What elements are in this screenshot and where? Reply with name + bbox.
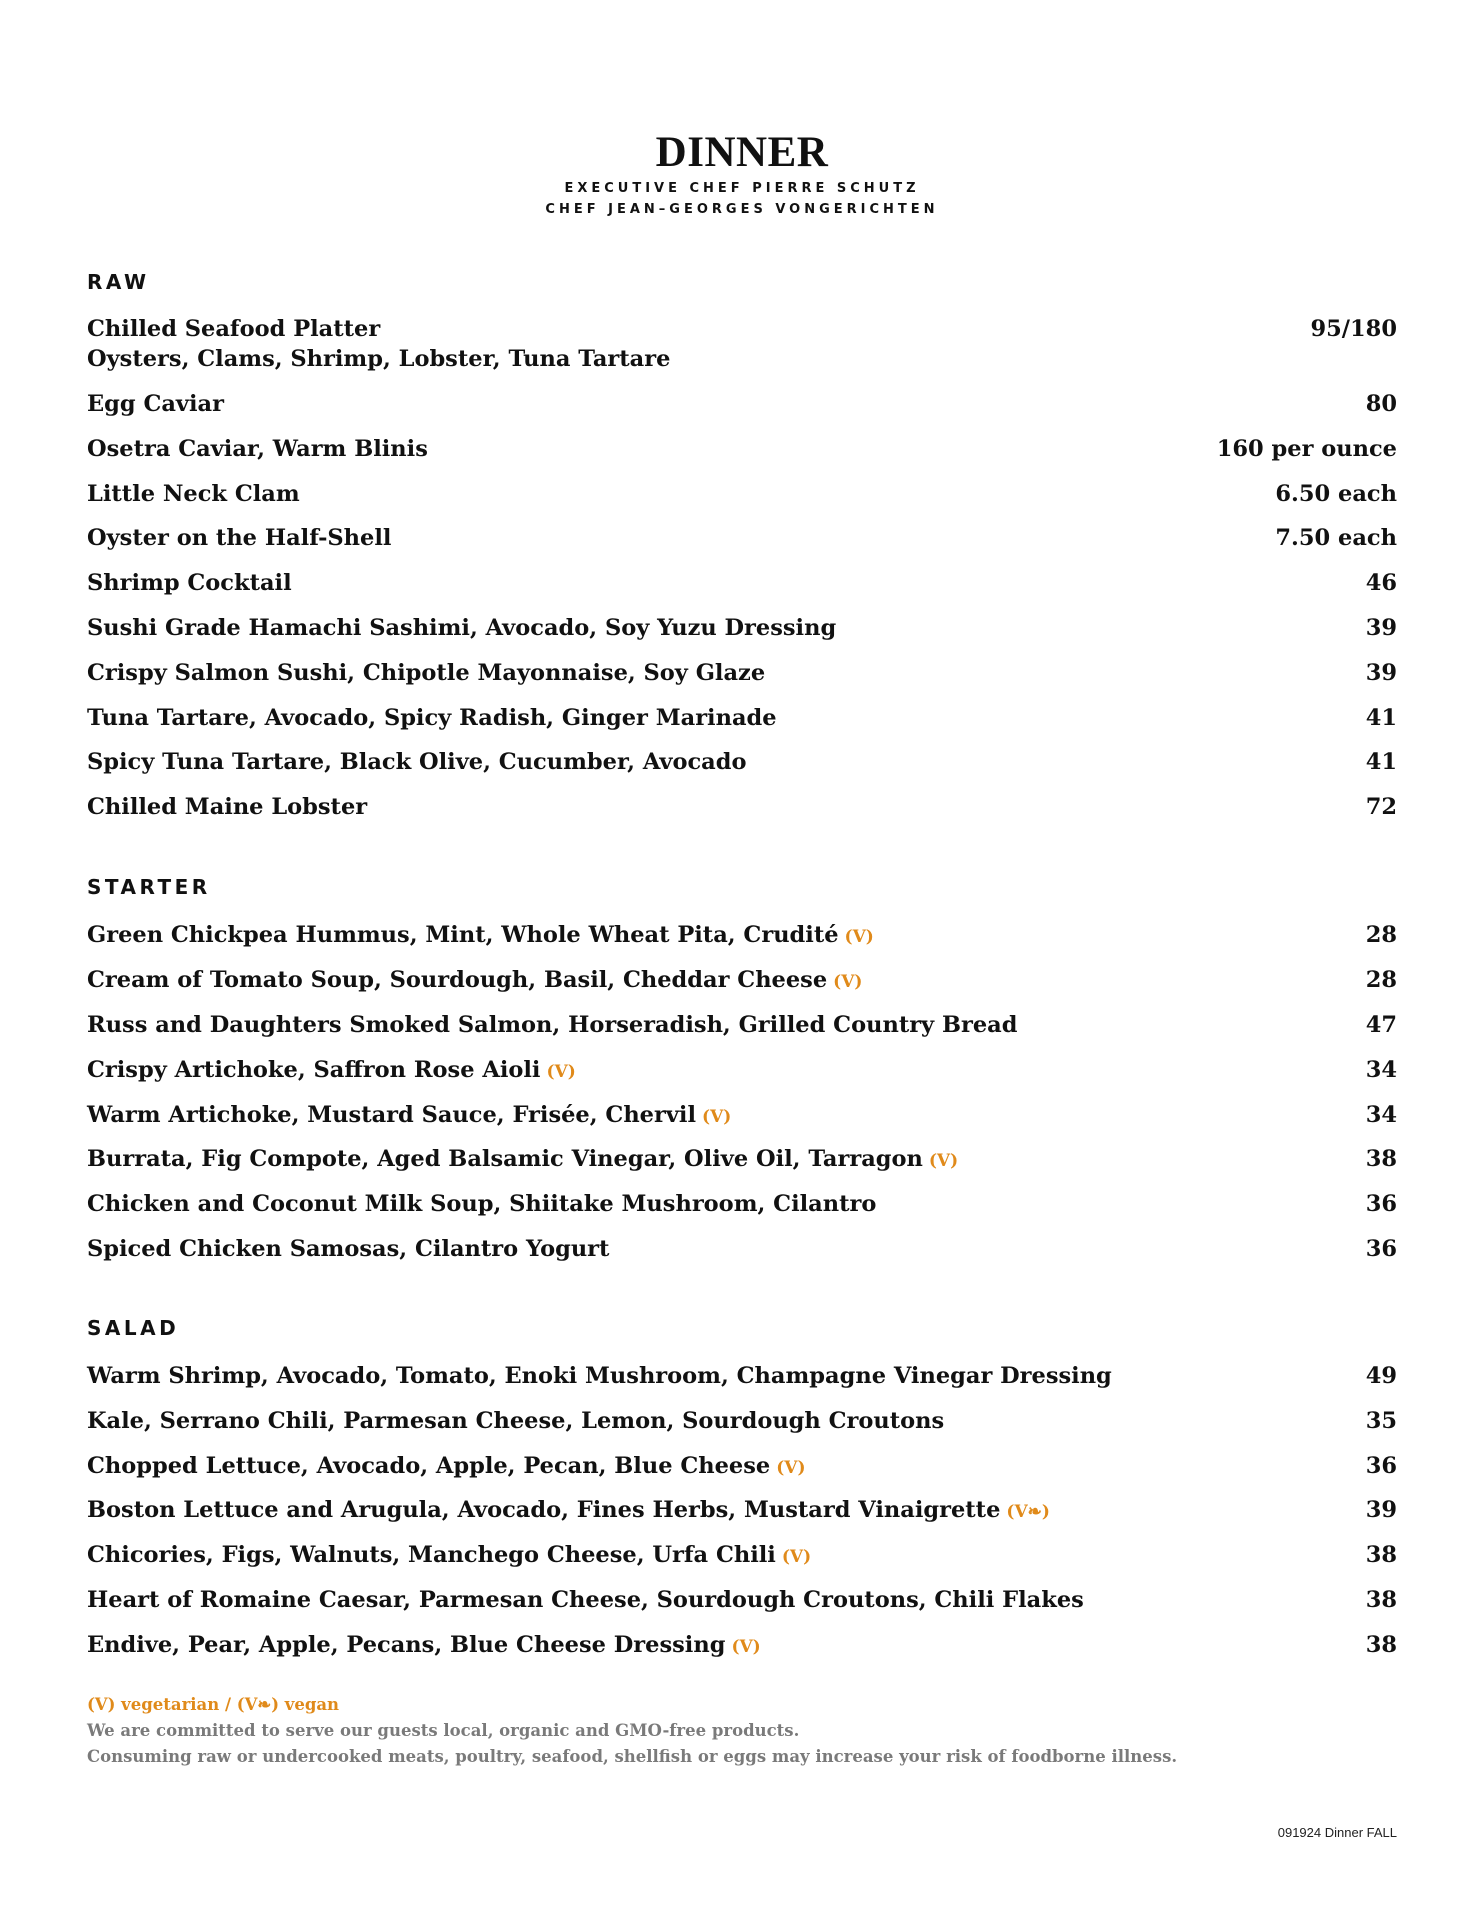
- executive-chef-line: EXECUTIVE CHEF PIERRE SCHUTZ: [564, 181, 920, 196]
- health-warning: Consuming raw or undercooked meats, poultry, seafood, shellfish or eggs may increase your risk of foodborne illness.: [87, 1747, 1178, 1766]
- item-price: 38: [1365, 1542, 1397, 1568]
- item-price: 7.50 each: [1275, 525, 1397, 551]
- page-title: DINNER: [655, 129, 829, 176]
- item-name: Egg Caviar: [87, 391, 224, 417]
- item-name: Chicken and Coconut Milk Soup, Shiitake Mushroom, Cilantro: [87, 1191, 877, 1217]
- item-price: 28: [1365, 922, 1397, 948]
- item-name: Cream of Tomato Soup, Sourdough, Basil, Cheddar Cheese: [87, 967, 828, 993]
- item-name: Kale, Serrano Chili, Parmesan Cheese, Lemon, Sourdough Croutons: [87, 1408, 945, 1434]
- vegetarian-tag: (V): [781, 1547, 812, 1567]
- item-price: 36: [1365, 1236, 1397, 1262]
- menu-item: [87, 389, 1397, 423]
- menu-item: [87, 1144, 1397, 1178]
- item-price: 28: [1365, 967, 1397, 993]
- menu-code: 091924 Dinner FALL: [1277, 1825, 1397, 1840]
- item-name: Chopped Lettuce, Avocado, Apple, Pecan, Blue Cheese: [87, 1453, 771, 1479]
- item-price: 38: [1365, 1146, 1397, 1172]
- menu-item: [87, 1234, 1397, 1268]
- item-price: 39: [1365, 1497, 1397, 1523]
- menu-item: [87, 523, 1397, 557]
- menu-item: [87, 747, 1397, 781]
- vegetarian-tag: (V): [928, 1151, 959, 1171]
- item-price: 41: [1365, 749, 1397, 775]
- menu-item: [87, 1361, 1397, 1395]
- item-name: Little Neck Clam: [87, 481, 300, 507]
- item-price: 39: [1365, 615, 1397, 641]
- item-name: Tuna Tartare, Avocado, Spicy Radish, Ginger Marinade: [87, 705, 777, 731]
- menu-item: [87, 1100, 1397, 1134]
- item-price: 80: [1365, 391, 1397, 417]
- item-price: 36: [1365, 1191, 1397, 1217]
- item-name: Warm Shrimp, Avocado, Tomato, Enoki Mushroom, Champagne Vinegar Dressing: [87, 1363, 1112, 1389]
- menu-item: [87, 658, 1397, 692]
- vegan-tag: (V❧): [1006, 1502, 1050, 1522]
- item-name: Endive, Pear, Apple, Pecans, Blue Cheese Dressing: [87, 1632, 726, 1658]
- menu-item: [87, 314, 1397, 348]
- item-name: Green Chickpea Hummus, Mint, Whole Wheat Pita, Crudité: [87, 922, 839, 948]
- item-price: 95/180: [1310, 316, 1397, 342]
- item-price: 35: [1365, 1408, 1397, 1434]
- chef-line: CHEF JEAN–GEORGES VONGERICHTEN: [545, 202, 939, 217]
- item-price: 47: [1365, 1012, 1397, 1038]
- diet-legend: (V) vegetarian / (V❧) vegan: [87, 1695, 340, 1714]
- menu-item: [87, 479, 1397, 513]
- section-title-salad: SALAD: [87, 1316, 180, 1340]
- menu-item: [87, 965, 1397, 999]
- section-title-raw: RAW: [87, 270, 150, 294]
- item-name: Warm Artichoke, Mustard Sauce, Frisée, Chervil: [87, 1102, 697, 1128]
- item-name: Chicories, Figs, Walnuts, Manchego Cheese, Urfa Chili: [87, 1542, 776, 1568]
- item-price: 38: [1365, 1632, 1397, 1658]
- section-title-starter: STARTER: [87, 875, 211, 899]
- vegetarian-tag: (V): [702, 1107, 732, 1127]
- vegetarian-tag: (V): [731, 1637, 761, 1657]
- menu-item: [87, 1451, 1397, 1485]
- item-name: Sushi Grade Hamachi Sashimi, Avocado, Soy Yuzu Dressing: [87, 615, 837, 641]
- item-name: Boston Lettuce and Arugula, Avocado, Fines Herbs, Mustard Vinaigrette: [87, 1497, 1001, 1523]
- menu-item: [87, 920, 1397, 954]
- item-name: Burrata, Fig Compote, Aged Balsamic Vinegar, Olive Oil, Tarragon: [87, 1146, 923, 1172]
- item-price: 34: [1365, 1057, 1397, 1083]
- menu-item: [87, 703, 1397, 737]
- menu-item: [87, 1055, 1397, 1089]
- item-name: Crispy Salmon Sushi, Chipotle Mayonnaise, Soy Glaze: [87, 660, 766, 686]
- menu-item: [87, 1010, 1397, 1044]
- menu-item: [87, 1540, 1397, 1574]
- menu-item: [87, 1585, 1397, 1619]
- item-name: Chilled Maine Lobster: [87, 794, 368, 820]
- item-price: 46: [1365, 570, 1397, 596]
- vegetarian-tag: (V): [844, 927, 874, 947]
- item-name: Spicy Tuna Tartare, Black Olive, Cucumber, Avocado: [87, 749, 747, 775]
- item-name: Spiced Chicken Samosas, Cilantro Yogurt: [87, 1236, 610, 1262]
- sourcing-note: We are committed to serve our guests local, organic and GMO-free products.: [87, 1721, 800, 1740]
- menu-item: [87, 1495, 1397, 1529]
- menu-item: [87, 1189, 1397, 1223]
- vegetarian-tag: (V): [833, 972, 863, 992]
- item-price: 38: [1365, 1587, 1397, 1613]
- item-name: Russ and Daughters Smoked Salmon, Horseradish, Grilled Country Bread: [87, 1012, 1018, 1038]
- item-name: Shrimp Cocktail: [87, 570, 292, 596]
- item-price: 36: [1365, 1453, 1397, 1479]
- menu-item: [87, 1630, 1397, 1664]
- menu-item: [87, 568, 1397, 602]
- item-price: 41: [1365, 705, 1397, 731]
- item-price: 39: [1365, 660, 1397, 686]
- item-name: Chilled Seafood Platter: [87, 316, 381, 342]
- vegetarian-tag: (V): [546, 1062, 576, 1082]
- item-description: Oysters, Clams, Shrimp, Lobster, Tuna Tartare: [87, 346, 671, 372]
- item-price: 34: [1365, 1102, 1397, 1128]
- menu-item: [87, 792, 1397, 826]
- vegetarian-tag: (V): [776, 1458, 806, 1478]
- item-price: 49: [1365, 1363, 1397, 1389]
- item-price: 72: [1365, 794, 1397, 820]
- item-name: Heart of Romaine Caesar, Parmesan Cheese, Sourdough Croutons, Chili Flakes: [87, 1587, 1084, 1613]
- item-price: 160 per ounce: [1216, 436, 1397, 462]
- menu-item: [87, 1406, 1397, 1440]
- item-price: 6.50 each: [1275, 481, 1397, 507]
- menu-item: [87, 613, 1397, 647]
- item-name: Crispy Artichoke, Saffron Rose Aioli: [87, 1057, 541, 1083]
- item-name: Oyster on the Half-Shell: [87, 525, 392, 551]
- menu-item: [87, 434, 1397, 468]
- item-name: Osetra Caviar, Warm Blinis: [87, 436, 428, 462]
